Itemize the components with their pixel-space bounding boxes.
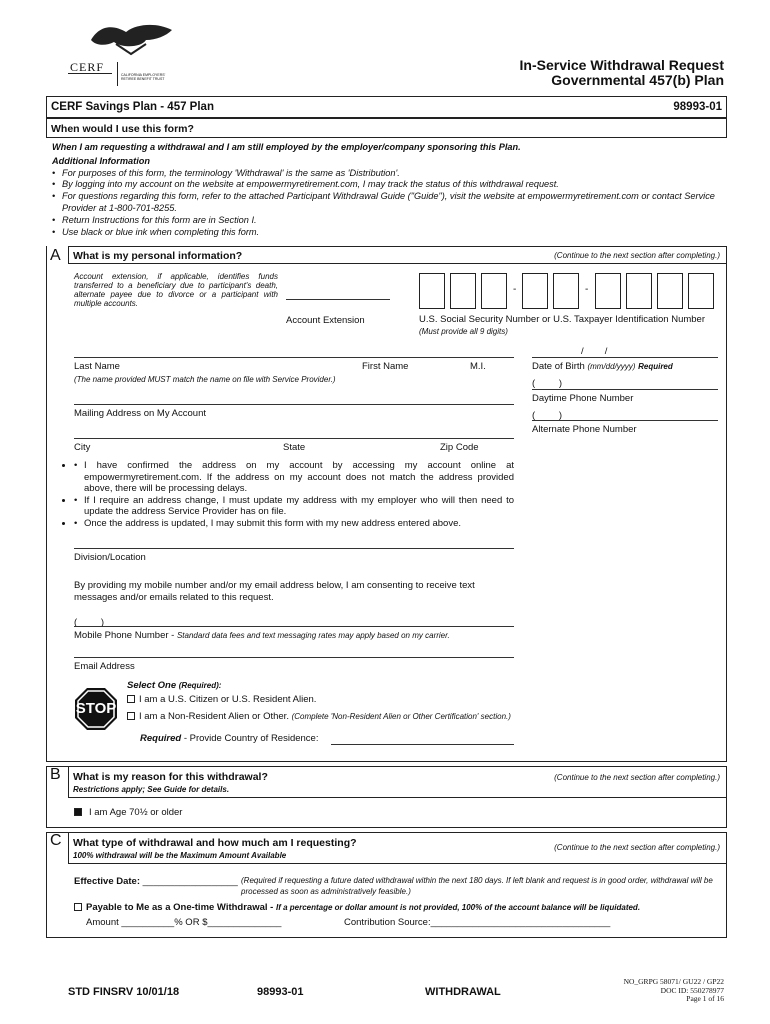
email-field[interactable] — [74, 657, 514, 658]
when-heading-bar: When would I use this form? — [46, 118, 727, 138]
info-bullets — [52, 168, 724, 239]
footer-refs: NO_GRPG 58071/ GU22 / GP22 DOC ID: 550278977 Page 1 of 16 — [623, 977, 724, 1003]
section-b-bar: What is my reason for this withdrawal? Restrictions apply; See Guide for details. (Continue to the next section after completing.) — [68, 766, 727, 798]
plan-number: 98993-01 — [673, 101, 722, 113]
section-b-letter: B — [50, 766, 61, 783]
daytime-phone-field[interactable] — [532, 389, 718, 390]
bullet-item: • By logging into my account on the website at empowermyretirement.com, I may track the status of this withdrawal request. — [52, 179, 559, 190]
form-title: In-Service Withdrawal Request Governmental 457(b) Plan — [519, 57, 724, 88]
footer-form-code: STD FINSRV 10/01/18 — [68, 986, 180, 998]
footer-type: WITHDRAWAL — [425, 986, 501, 998]
bullet-item: • • Once the address is updated, I may submit this form with my new address entered above. — [74, 518, 514, 530]
bullet-dot-icon: • • — [74, 494, 78, 506]
country-field[interactable] — [331, 744, 514, 745]
bullet-item: • Use black or blue ink when completing this form. — [52, 226, 260, 237]
section-c-letter: C — [50, 832, 62, 849]
info-heading: Additional Information — [52, 155, 150, 166]
bullet-dot-icon: • — [52, 214, 56, 225]
effective-date: Effective Date: __________________ — [74, 876, 238, 887]
stop-sign-icon: STOP — [74, 687, 118, 731]
nonresident-checkbox[interactable] — [127, 712, 135, 720]
mobile-label: Mobile Phone Number - Standard data fees and text messaging rates may apply based on my carrier. — [74, 630, 450, 641]
division-field[interactable] — [74, 548, 514, 549]
citizen-checkbox[interactable] — [127, 695, 135, 703]
bullet-dot-icon: • — [52, 191, 56, 202]
consent-text: By providing my mobile number and/or my email address below, I am consenting to receive text messages and/or emails related to this request. — [74, 580, 475, 603]
age-checkbox[interactable] — [74, 808, 82, 816]
logo-subtext: CALIFORNIA EMPLOYERS' RETIREE BENEFIT TRUST — [121, 73, 166, 81]
account-extension-field[interactable] — [286, 299, 390, 300]
payable-checkbox[interactable] — [74, 903, 82, 911]
name-field[interactable] — [74, 357, 514, 358]
plan-bar — [46, 96, 727, 118]
section-a-bar: What is my personal information? (Continue to the next section after completing.) — [68, 246, 727, 264]
bullet-dot-icon: • — [52, 179, 56, 190]
select-one: Select One (Required): — [127, 680, 222, 691]
section-c-bar: What type of withdrawal and how much am I requesting? 100% withdrawal will be the Maximum Amount Available (Continue to the next section after completing.) — [68, 832, 727, 864]
bullet-dot-icon: • — [52, 226, 56, 237]
bullet-dot-icon: • • — [74, 460, 78, 471]
bullet-dot-icon: • — [52, 167, 56, 178]
plan-name: CERF Savings Plan - 457 Plan — [51, 101, 214, 113]
bullet-item: • For purposes of this form, the terminology 'Withdrawal' is the same as 'Distribution'. — [52, 167, 400, 178]
country-line: Required - Provide Country of Residence: — [140, 733, 319, 744]
alternate-phone-field[interactable] — [532, 420, 718, 421]
amount-field[interactable]: Amount __________% OR $______________ — [86, 917, 282, 928]
logo-text: CERF — [70, 60, 105, 74]
footer-number: 98993-01 — [257, 986, 304, 998]
effective-note: (Required if requesting a future dated withdrawal within the next 180 days. If left blank and request is in good order, withdrawal will be processed as soon as administratively feasible.) — [241, 876, 713, 896]
when-info — [52, 142, 724, 238]
eagle-logo-icon — [86, 18, 176, 56]
citizen-option[interactable]: I am a U.S. Citizen or U.S. Resident Alien. — [127, 694, 316, 705]
city-state-zip-field[interactable] — [74, 438, 514, 439]
address-bullets — [74, 460, 514, 529]
nonresident-option[interactable]: I am a Non-Resident Alien or Other. (Complete 'Non-Resident Alien or Other Certification' section.) — [127, 711, 517, 722]
bullet-item: • For questions regarding this form, refer to the attached Participant Withdrawal Guide ("Guide"), visit the website at empowermyretirement.com or contact Service Provider at 1-800-701-8255. — [52, 191, 715, 213]
effective-date-field[interactable]: __________________ — [142, 876, 238, 887]
section-a-letter: A — [50, 247, 61, 264]
when-intro: When I am requesting a withdrawal and I am still employed by the employer/company sponsoring this Plan. — [52, 142, 521, 152]
bullet-item: • • If I require an address change, I must update my address with my employer who will then need to update the address Service Provider has on file. — [74, 495, 514, 518]
bullet-item: • • I have confirmed the address on my account by accessing my account online at empowermyretirement.com. If the address on my account does not match the address provided above, there will be processing delays. — [74, 460, 514, 495]
dob-field[interactable] — [532, 357, 718, 358]
bullet-dot-icon: • • — [74, 517, 78, 529]
mobile-phone-field[interactable] — [74, 626, 514, 627]
bullet-item: • Return Instructions for this form are in Section I. — [52, 214, 257, 225]
account-note: Account extension, if applicable, identifies funds transferred to a beneficiary due to participant's death, alternate payee due to divorce or a participant with multiple accounts. — [74, 272, 278, 308]
logo — [68, 18, 178, 86]
mailing-address-field[interactable] — [74, 404, 514, 405]
age-option[interactable]: I am Age 70½ or older — [74, 807, 182, 818]
dob-label: Date of Birth (mm/dd/yyyy) Required — [532, 361, 673, 372]
payable-option[interactable]: Payable to Me as a One-time Withdrawal - If a percentage or dollar amount is not provided, 100% of the account balance will be liquidated. — [74, 902, 640, 913]
contribution-source-field[interactable]: Contribution Source:__________________________________ — [344, 917, 611, 928]
